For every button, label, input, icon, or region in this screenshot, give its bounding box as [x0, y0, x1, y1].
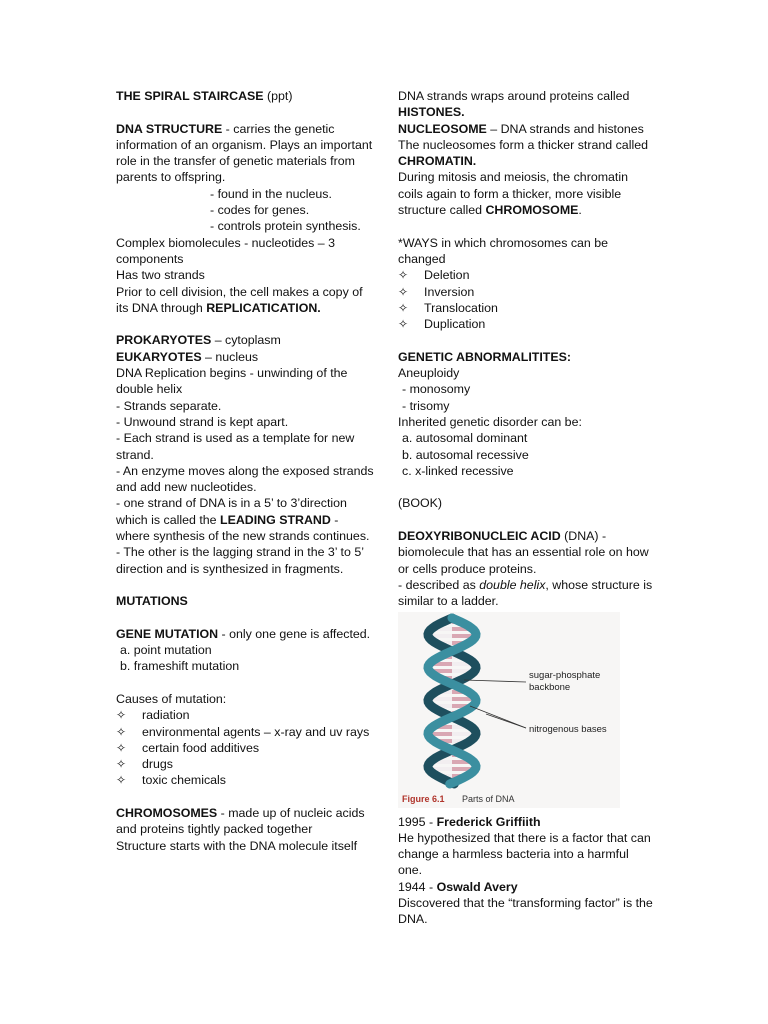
- two-strands-line: Has two strands: [116, 268, 205, 283]
- figure-caption: Parts of DNA: [462, 793, 515, 804]
- aneuploidy-type: - monosomy: [402, 382, 471, 397]
- backbone-label-line1: sugar-phosphate: [529, 669, 601, 681]
- list-item: ✧ radiation: [116, 708, 190, 723]
- causes-heading: Causes of mutation:: [116, 691, 227, 706]
- double-helix-line: - described as double helix, whose structure is similar to a ladder.: [398, 577, 653, 609]
- chromosomes-paragraph: CHROMOSOMES - made up of nucleic acids and proteins tightly packed together: [116, 806, 365, 837]
- list-item: ✧ toxic chemicals: [116, 773, 227, 788]
- replication-intro: DNA Replication begins - unwinding of the double helix: [116, 366, 348, 397]
- star-bullet-icon: ✧: [398, 268, 409, 283]
- dna-figure: [398, 612, 620, 808]
- list-item: ✧ certain food additives: [116, 740, 260, 755]
- mutations-heading: MUTATIONS: [116, 594, 188, 609]
- star-bullet-icon: ✧: [398, 284, 409, 299]
- avery-line: 1944 - Oswald Avery: [398, 879, 518, 894]
- inherited-type: c. x-linked recessive: [402, 463, 514, 478]
- gene-mutation-paragraph: GENE MUTATION - only one gene is affected.: [116, 626, 371, 641]
- dna-definition-heading: DEOXYRIBONUCLEIC ACID (DNA) -: [398, 529, 607, 544]
- lagging-strand-paragraph: - The other is the lagging strand in the 3’ to 5’ direction and is synthesized in fragments.: [116, 545, 364, 576]
- list-item: ✧ drugs: [116, 757, 173, 772]
- wraps-line: DNA strands wraps around proteins called: [398, 89, 630, 103]
- causes-list: [116, 707, 374, 788]
- star-bullet-icon: ✧: [116, 773, 127, 788]
- star-bullet-icon: ✧: [116, 724, 127, 739]
- chromosome-paragraph: During mitosis and meiosis, the chromatin coils again to form a thicker, more visible structure called CHROMOSOME.: [398, 170, 629, 218]
- left-column: [116, 88, 374, 854]
- avery-text: Discovered that the “transforming factor” is the DNA.: [398, 895, 653, 927]
- right-column: [398, 88, 654, 928]
- replication-paragraph: Prior to cell division, the cell makes a copy of its DNA through REPLICATICATION.: [116, 284, 363, 315]
- nucleosome-line: NUCLEOSOME – DNA strands and histones: [398, 121, 644, 136]
- list-item: ✧ Deletion: [398, 268, 470, 283]
- list-item: ✧ environmental agents – x-ray and uv rays: [116, 724, 370, 739]
- dna-fact: - found in the nucleus.: [210, 186, 332, 201]
- ways-list: [398, 267, 654, 332]
- dna-fact: - controls protein synthesis.: [210, 219, 361, 234]
- griffith-text: He hypothesized that there is a factor that can change a harmless bacteria into a harmful one.: [398, 830, 651, 878]
- page-title: THE SPIRAL STAIRCASE (ppt): [116, 89, 293, 103]
- star-bullet-icon: ✧: [116, 740, 127, 755]
- star-bullet-icon: ✧: [398, 300, 409, 315]
- abnormalities-heading: GENETIC ABNORMALITITES:: [398, 349, 572, 364]
- leading-strand-paragraph: - one strand of DNA is in a 5’ to 3’direction which is called the LEADING STRAND - where synthesis of the new strands continues.: [116, 496, 370, 544]
- bases-label: nitrogenous bases: [529, 723, 607, 735]
- griffith-line: 1995 - Frederick Griffiith: [398, 814, 541, 829]
- list-item: ✧ Duplication: [398, 317, 486, 332]
- figure-number: Figure 6.1: [402, 793, 445, 804]
- star-bullet-icon: ✧: [398, 317, 409, 332]
- gene-mutation-type: a. point mutation: [120, 643, 212, 658]
- gene-mutation-type: b. frameshift mutation: [120, 659, 240, 674]
- book-label: (BOOK): [398, 496, 443, 511]
- ways-line: *WAYS in which chromosomes can be changed: [398, 235, 609, 266]
- backbone-label-line2: backbone: [529, 681, 571, 693]
- dna-structure-paragraph: DNA STRUCTURE - carries the genetic information of an organism. Plays an important role in the transfer of genetic materials from parents to offspring.: [116, 121, 373, 185]
- inherited-type: b. autosomal recessive: [402, 447, 529, 462]
- list-item: ✧ Translocation: [398, 300, 498, 315]
- aneuploidy-type: - trisomy: [402, 398, 450, 413]
- dna-definition-text: biomolecule that has an essential role on how or cells produce proteins.: [398, 545, 649, 576]
- histones-term: HISTONES.: [398, 105, 465, 120]
- replication-step: - Strands separate.: [116, 398, 222, 413]
- aneuploidy-line: Aneuploidy: [398, 366, 460, 381]
- complex-biomolecules-line: Complex biomolecules - nucleotides – 3 components: [116, 235, 336, 266]
- replication-step: - Each strand is used as a template for new strand.: [116, 431, 355, 462]
- star-bullet-icon: ✧: [116, 708, 127, 723]
- list-item: ✧ Inversion: [398, 284, 475, 299]
- replication-step: - Unwound strand is kept apart.: [116, 414, 289, 429]
- structure-line: Structure starts with the DNA molecule itself: [116, 838, 358, 853]
- dna-fact: - codes for genes.: [210, 203, 310, 218]
- prokaryotes-line: PROKARYOTES – cytoplasm: [116, 333, 281, 348]
- eukaryotes-line: EUKARYOTES – nucleus: [116, 349, 259, 364]
- star-bullet-icon: ✧: [116, 757, 127, 772]
- inherited-line: Inherited genetic disorder can be:: [398, 414, 582, 429]
- replication-step: - An enzyme moves along the exposed strands and add new nucleotides.: [116, 463, 374, 495]
- inherited-type: a. autosomal dominant: [402, 431, 528, 446]
- dna-helix-illustration: [398, 612, 620, 808]
- chromatin-paragraph: The nucleosomes form a thicker strand called CHROMATIN.: [398, 137, 648, 169]
